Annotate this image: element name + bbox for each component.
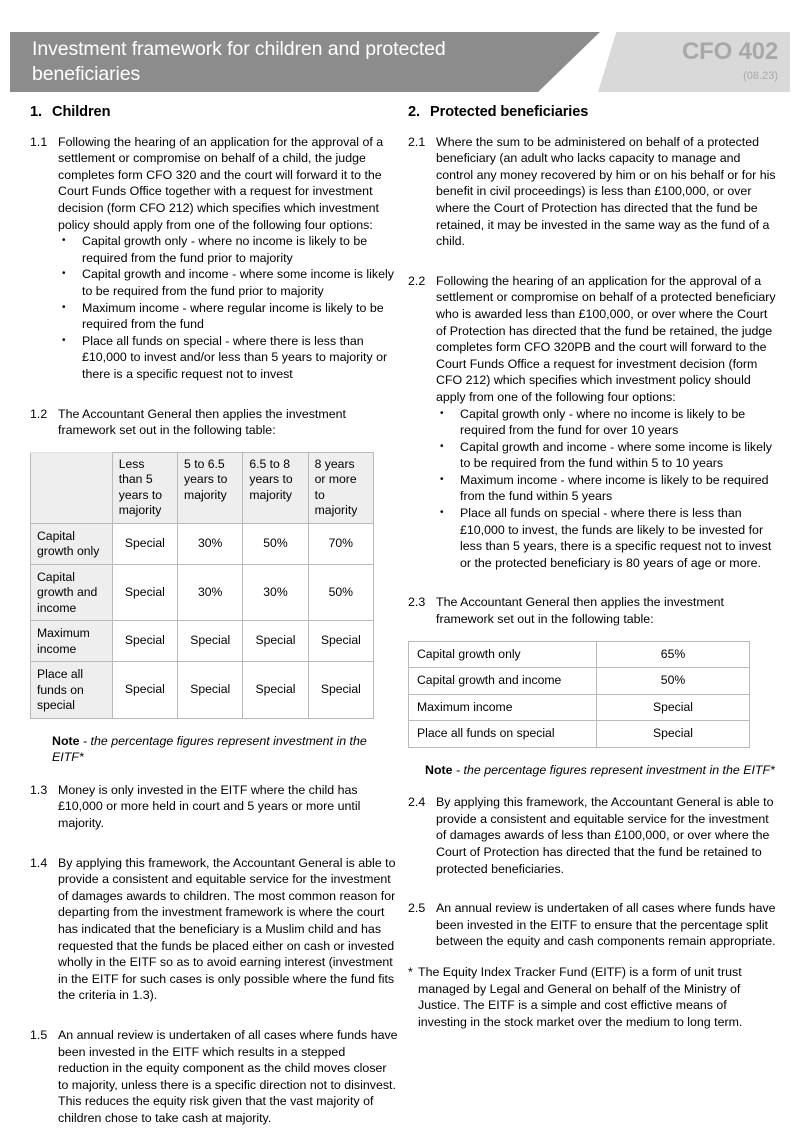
table-header-row [31,452,374,523]
paragraph-1-5 [30,1027,398,1127]
paragraph-1-1 [30,134,398,383]
paragraph-1-1-bullets [58,233,398,382]
paragraph-2-2-text: Following the hearing of an application for the approval of a settlement or compromise on behalf of a protected beneficiary who is awarded less than £100,000, or over where the Court of Protection has directed that the fund be retained, the judge completes form CFO 320PB and the court will forward to the Court Funds Office a request for investment decision (form CFO 212) which specifies which investment policy should apply from one of the following four options: [436,273,776,404]
table-cell: Special [112,662,177,719]
note-text: - the percentage figures represent investment in the EITF* [452,762,775,777]
paragraph-1-2-number: 1.2 [30,406,48,421]
list-item: • Place all funds on special - where there is less than £10,000 to invest and/or less than 5 years to majority or there is a specific request not to invest [58,333,398,383]
table-cell: 30% [243,564,308,621]
table-cell: 50% [597,668,750,695]
list-item: • Capital growth and income - where some income is likely to be required from the fund within 5 to 10 years [436,439,776,472]
paragraph-2-4-text: By applying this framework, the Accountant General is able to provide a consistent and equitable service for the investment of damages awards of less than £100,000, or over where the Court of Protection has directed that the fund be retained to protected beneficiaries. [436,795,774,876]
paragraph-1-2 [30,406,398,439]
table-row [409,721,750,748]
paragraph-1-2-text: The Accountant General then applies the investment framework set out in the following table: [58,406,346,438]
form-code: CFO 402 [682,38,778,65]
table-cell: Special [597,721,750,748]
column-header: Less than 5 years to majority [112,452,177,523]
table-cell: Special [112,523,177,564]
list-item: • Maximum income - where regular income is likely to be required from the fund [58,300,398,333]
row-label: Place all funds on special [31,662,113,719]
table-row [31,523,374,564]
right-table-note [425,762,776,779]
table-row [31,662,374,719]
paragraph-1-4-text: By applying this framework, the Accountant General is able to provide a consistent and equitable service for the investment of damages awards to children. The most common reason for departing from the investment framework is where the court has indicated that the beneficiary is a Muslim child and has requested that the funds be placed either on cash or invested wholly in the EITF so as to avoid earning interest (investment in the EITF for such cases is only possible where the fund fits the criteria in 1.3). [58,855,396,1003]
footnote-text: The Equity Index Tracker Fund (EITF) is a form of unit trust managed by Legal and General on behalf of the Ministry of Justice. The EITF is a simple and cost effictive means of investing in the stock market over the medium to long term. [418,964,743,1029]
table-row [409,668,750,695]
table-cell: Special [178,621,243,662]
note-text: - the percentage figures represent investment in the EITF* [52,733,367,765]
page-title: Investment framework for children and protected beneficiaries [32,38,446,85]
table-cell: Special [597,694,750,721]
list-item: • Capital growth only - where no income is likely to be required from the fund prior to majority [58,233,398,266]
note-label: Note [52,733,80,748]
table-row [409,694,750,721]
paragraph-2-4 [408,794,776,877]
paragraph-1-5-text: An annual review is undertaken of all cases where funds have been invested in the EITF which results in a stepped reduction in the equity component as the child moves closer to majority, unless there is a specific direction not to disinvest. This reduces the equity risk given that the vast majority of children chose to take cash at majority. [58,1028,398,1125]
row-label: Maximum income [409,694,597,721]
table-cell: Special [112,564,177,621]
list-item: • Capital growth and income - where some income is likely to be required from the fund prior to majority [58,266,398,299]
column-header: 8 years or more to majority [308,452,373,523]
eitf-footnote [408,964,776,1030]
row-label: Capital growth and income [31,564,113,621]
list-item: • Place all funds on special - where there is less than £10,000 to invest, the funds are likely to be invested for less than 5 years, there is a specific request not to invest or the protected beneficiary is 80 years of age or more. [436,505,776,571]
paragraph-1-4-number: 1.4 [30,855,48,870]
column-header: 6.5 to 8 years to majority [243,452,308,523]
paragraph-1-4 [30,855,398,1004]
paragraph-1-3-text: Money is only invested in the EITF where the child has £10,000 or more held in court and 5 years or more until majority. [58,782,361,831]
section-2-heading [408,104,776,121]
paragraph-2-1-number: 2.1 [408,134,426,149]
left-table-note [52,733,398,766]
paragraph-1-1-number: 1.1 [30,134,48,149]
paragraph-2-2-number: 2.2 [408,273,426,288]
section-1-number: 1. [30,104,42,120]
paragraph-2-5-text: An annual review is undertaken of all cases where funds have been invested in the EITF to ensure that the percentage split between the equity and cash components remain appropriate. [436,901,776,949]
table-cell: Special [243,621,308,662]
table-row [31,564,374,621]
paragraph-2-3-number: 2.3 [408,595,426,610]
table-cell: 65% [597,641,750,668]
protected-beneficiaries-framework-table [408,641,750,748]
row-label: Maximum income [31,621,113,662]
footnote-marker: * [408,964,413,979]
paragraph-1-3 [30,782,398,832]
paragraph-2-5-number: 2.5 [408,901,426,916]
row-label: Capital growth and income [409,668,597,695]
table-cell: 50% [308,564,373,621]
row-label: Capital growth only [31,523,113,564]
row-label: Place all funds on special [409,721,597,748]
table-cell: Special [308,621,373,662]
paragraph-2-3 [408,594,776,627]
table-cell: 50% [243,523,308,564]
table-cell: 70% [308,523,373,564]
paragraph-2-1-text: Where the sum to be administered on behalf of a protected beneficiary (an adult who lacks capacity to manage and control any money recovered by him or on his behalf or for his benefit in civil proceedings) is less than £100,000, or over where the Court of Protection has directed that the fund be retained, it may be invested in the same way as the fund of a child. [436,134,776,249]
table-cell: Special [308,662,373,719]
section-2-title: Protected beneficiaries [430,104,589,120]
left-column [30,104,398,1140]
paragraph-1-5-number: 1.5 [30,1028,48,1042]
table-cell: 30% [178,564,243,621]
page-header [0,32,800,92]
section-1-title: Children [52,104,111,120]
paragraph-2-2 [408,273,776,572]
paragraph-2-2-bullets [436,406,776,572]
right-column [408,104,776,1030]
section-2-number: 2. [408,104,420,120]
section-1-heading [30,104,398,121]
paragraph-2-4-number: 2.4 [408,795,426,810]
table-cell: Special [178,662,243,719]
table-cell: Special [243,662,308,719]
paragraph-2-3-text: The Accountant General then applies the investment framework set out in the following table: [436,595,724,627]
table-cell: Special [112,621,177,662]
table-corner-cell [31,452,113,523]
row-label: Capital growth only [409,641,597,668]
paragraph-1-1-text: Following the hearing of an application for the approval of a settlement or compromise on behalf of a child, the judge completes form CFO 320 and the court will forward it to the Court Funds Office together with a request for investment decision (form CFO 212) which specifies which investment policy should apply from one of the following four options: [58,134,384,232]
form-version: (08.23) [743,70,778,82]
column-header: 5 to 6.5 years to majority [178,452,243,523]
list-item: • Capital growth only - where no income is likely to be required from the fund for over 10 years [436,406,776,439]
list-item: • Maximum income - where income is likely to be required from the fund within 5 years [436,472,776,505]
table-cell: 30% [178,523,243,564]
table-row [409,641,750,668]
paragraph-2-5 [408,900,776,950]
children-framework-table [30,452,374,719]
table-row [31,621,374,662]
paragraph-1-3-number: 1.3 [30,782,48,797]
paragraph-2-1 [408,134,776,250]
note-label: Note [425,762,453,777]
